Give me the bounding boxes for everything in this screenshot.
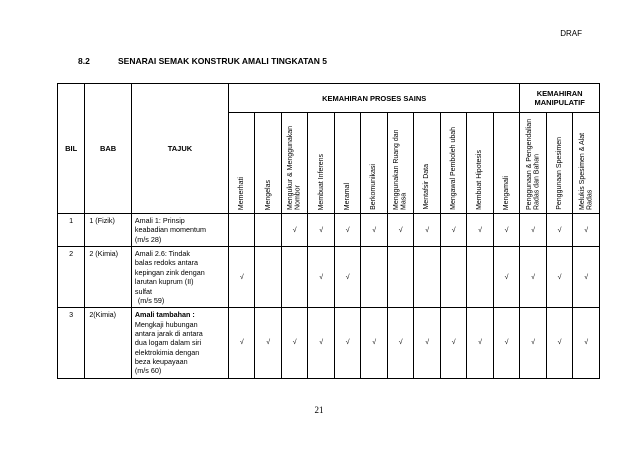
tick-mark: √: [414, 214, 440, 247]
tick-mark: √: [308, 247, 334, 308]
tajuk-line: Amali 2.6: Tindak: [134, 249, 190, 259]
tajuk-line: dua logam dalam siri: [134, 338, 202, 348]
skill-header: [493, 113, 519, 214]
tick-mark: √: [546, 308, 572, 379]
skill-header: [467, 113, 493, 214]
tick-mark: √: [573, 308, 600, 379]
row-bab: 2(Kimia): [85, 308, 132, 379]
skill-label: Mengamali: [502, 175, 510, 210]
skill-header: [281, 113, 307, 214]
draft-label: DRAF: [560, 29, 582, 38]
tick-mark: √: [281, 214, 307, 247]
empty-cell: [387, 247, 413, 308]
tick-mark: √: [308, 308, 334, 379]
skill-label: Penggunaan Spesimen: [555, 137, 563, 210]
empty-cell: [440, 247, 466, 308]
tick-mark: √: [546, 247, 572, 308]
tajuk-line: beza keupayaan: [134, 357, 188, 367]
page-number: 21: [314, 405, 324, 415]
tajuk-line: (m/s 60): [134, 366, 162, 376]
tick-mark: √: [308, 214, 334, 247]
tick-mark: √: [387, 214, 413, 247]
tajuk-line: antara jarak di antara: [134, 328, 203, 338]
empty-cell: [361, 247, 387, 308]
tajuk-heading: Amali tambahan :: [134, 310, 195, 320]
row-bab: 2 (Kimia): [85, 247, 132, 308]
row-bil: 3: [58, 308, 85, 379]
table-body: [58, 214, 600, 379]
empty-cell: [255, 214, 281, 247]
table-row: [58, 247, 600, 308]
tick-mark: √: [520, 247, 546, 308]
section-title: SENARAI SEMAK KONSTRUK AMALI TINGKATAN 5: [118, 56, 328, 66]
tajuk-line: larutan kuprum (II): [134, 277, 194, 287]
skill-label: Menggunakan Ruang dan Masa: [393, 129, 408, 210]
row-tajuk: [131, 214, 228, 247]
skill-label: Memerhati: [238, 176, 246, 210]
skill-label: Mengawal Pemboleh ubah: [449, 127, 457, 210]
tajuk-line: kepingan zink dengan: [134, 267, 205, 277]
empty-cell: [229, 214, 255, 247]
header-tajuk: TAJUK: [131, 84, 228, 214]
skill-header: [308, 113, 334, 214]
tick-mark: √: [467, 308, 493, 379]
tajuk-line: sulfat: [134, 286, 153, 296]
tick-mark: √: [414, 308, 440, 379]
tick-mark: √: [334, 308, 360, 379]
section-heading: [78, 56, 327, 66]
tajuk-line: Mengkaji hubungan: [134, 319, 198, 329]
tajuk-line: keabadian momentum: [134, 225, 206, 235]
tajuk-line: elektrokimia dengan: [134, 347, 200, 357]
checklist-table: [57, 83, 600, 379]
empty-cell: [467, 247, 493, 308]
skill-header: [255, 113, 281, 214]
skill-header: [361, 113, 387, 214]
tick-mark: √: [255, 308, 281, 379]
skill-label: Meramal: [344, 182, 351, 210]
tick-mark: √: [493, 308, 519, 379]
skill-label: Mentafsir Data: [423, 164, 431, 210]
skill-header: [520, 113, 546, 214]
row-bil: 2: [58, 247, 85, 308]
header-kemahiran-proses-sains: KEMAHIRAN PROSES SAINS: [229, 84, 520, 113]
header-bab: BAB: [85, 84, 132, 214]
row-tajuk: [131, 247, 228, 308]
tick-mark: √: [361, 308, 387, 379]
tajuk-line: (m/s 28): [134, 234, 162, 244]
tajuk-line: Amali 1: Prinsip: [134, 216, 185, 225]
header-bil: BIL: [58, 84, 85, 214]
tick-mark: √: [520, 214, 546, 247]
tick-mark: √: [387, 308, 413, 379]
skill-label: Membuat Inferens: [317, 153, 325, 210]
tick-mark: √: [334, 247, 360, 308]
tick-mark: √: [546, 214, 572, 247]
table-row: [58, 308, 600, 379]
tick-mark: √: [467, 214, 493, 247]
tick-mark: √: [229, 308, 255, 379]
empty-cell: [281, 247, 307, 308]
tajuk-line: balas redoks antara: [134, 258, 198, 268]
tick-mark: √: [334, 214, 360, 247]
skill-label: Penggunaan & Pengendalian Radas dan Bahan: [525, 118, 541, 210]
table-row: [58, 214, 600, 247]
tick-mark: √: [573, 247, 600, 308]
skill-label: Mengukur & Menggunakan Nombor: [287, 125, 302, 210]
skill-label: Membuat Hipotesis: [476, 150, 484, 210]
header-kemahiran-manipulatif: KEMAHIRAN MANIPULATIF: [520, 84, 600, 113]
tick-mark: √: [440, 308, 466, 379]
skill-header: [440, 113, 466, 214]
skill-label: Mengelas: [264, 179, 272, 210]
skill-header: [414, 113, 440, 214]
section-number: 8.2: [78, 56, 90, 66]
tick-mark: √: [493, 247, 519, 308]
tajuk-line: (m/s 59): [137, 295, 165, 305]
empty-cell: [414, 247, 440, 308]
skill-label: Berkomunikasi: [370, 164, 378, 210]
skill-header: [546, 113, 572, 214]
skill-header: [573, 113, 600, 214]
tick-mark: √: [361, 214, 387, 247]
skill-label: Melukis Spesimen & Alat Radas: [578, 132, 594, 210]
empty-cell: [255, 247, 281, 308]
tick-mark: √: [281, 308, 307, 379]
skill-header: [334, 113, 360, 214]
row-tajuk: [131, 308, 228, 379]
skill-header: [229, 113, 255, 214]
tick-mark: √: [520, 308, 546, 379]
row-bab: 1 (Fizik): [85, 214, 132, 247]
row-bil: 1: [58, 214, 85, 247]
tick-mark: √: [440, 214, 466, 247]
tick-mark: √: [573, 214, 600, 247]
tick-mark: √: [229, 247, 255, 308]
skill-header: [387, 113, 413, 214]
tick-mark: √: [493, 214, 519, 247]
